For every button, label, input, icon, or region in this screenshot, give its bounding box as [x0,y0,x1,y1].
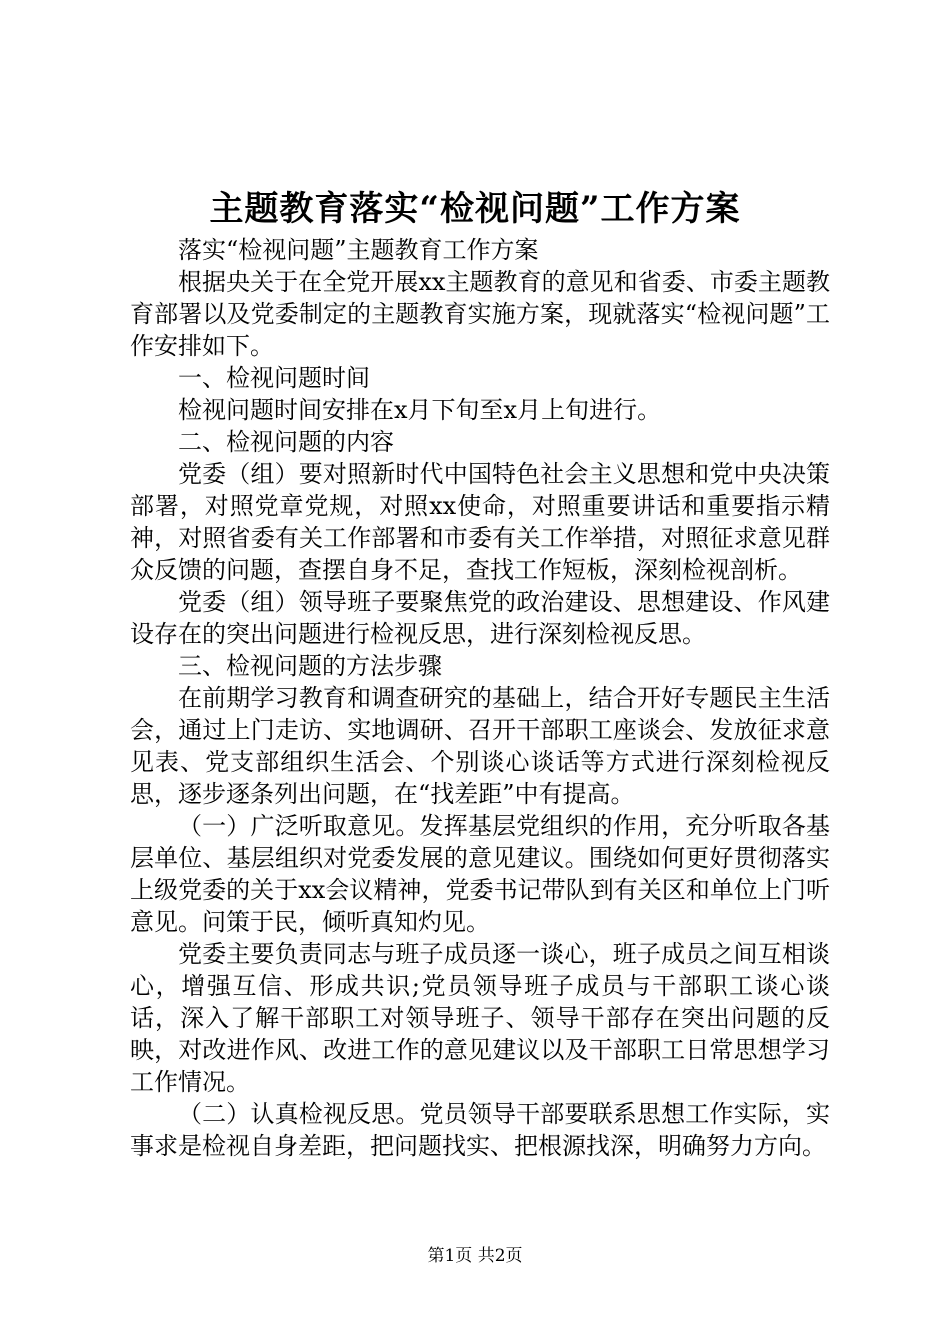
paragraph-step-1: （一）广泛听取意见。发挥基层党组织的作用，充分听取各基层单位、基层组织对党委发展的意见建议。围绕如何更好贯彻落实上级党委的关于xx会议精神，党委书记带队到有关区和单位上门听意见。问策于民，倾听真知灼见。 [130,812,830,936]
paragraph-step-2: （二）认真检视反思。党员领导干部要联系思想工作实际，实事求是检视自身差距，把问题找实、把根源找深，明确努力方向。 [130,1100,830,1160]
section-heading-method: 三、检视问题的方法步骤 [178,652,442,680]
document-title: 主题教育落实“检视问题”工作方案 [209,189,741,229]
document-body [130,234,830,1162]
paragraph-method: 在前期学习教育和调查研究的基础上，结合开好专题民主生活会，通过上门走访、实地调研、召开干部职工座谈会、发放征求意见表、党支部组织生活会、个别谈心谈话等方式进行深刻检视反思，逐步逐条列出问题，在“找差距”中有提高。 [130,684,830,808]
paragraph-step-1-detail: 党委主要负责同志与班子成员逐一谈心，班子成员之间互相谈心，增强互信、形成共识;党员领导班子成员与干部职工谈心谈话，深入了解干部职工对领导班子、领导干部存在突出问题的反映，对改进作风、改进工作的意见建议以及干部职工日常思想学习工作情况。 [130,940,830,1096]
paragraph-content-2: 党委（组）领导班子要聚焦党的政治建设、思想建设、作风建设存在的突出问题进行检视反思，进行深刻检视反思。 [130,588,830,648]
paragraph-time: 检视问题时间安排在x月下旬至x月上旬进行。 [178,396,662,424]
section-heading-time: 一、检视问题时间 [178,364,370,392]
paragraph-subtitle: 落实“检视问题”主题教育工作方案 [178,236,539,264]
paragraph-content-1: 党委（组）要对照新时代中国特色社会主义思想和党中央决策部署，对照党章党规，对照xx使命，对照重要讲话和重要指示精神，对照省委有关工作部署和市委有关工作举措，对照征求意见群众反馈的问题，查摆自身不足，查找工作短板，深刻检视剖析。 [130,460,830,584]
section-heading-content: 二、检视问题的内容 [178,428,394,456]
paragraph-intro: 根据央关于在全党开展xx主题教育的意见和省委、市委主题教育部署以及党委制定的主题教育实施方案，现就落实“检视问题”工作安排如下。 [130,268,830,360]
page-footer: 第1页 共2页 [427,1246,523,1266]
